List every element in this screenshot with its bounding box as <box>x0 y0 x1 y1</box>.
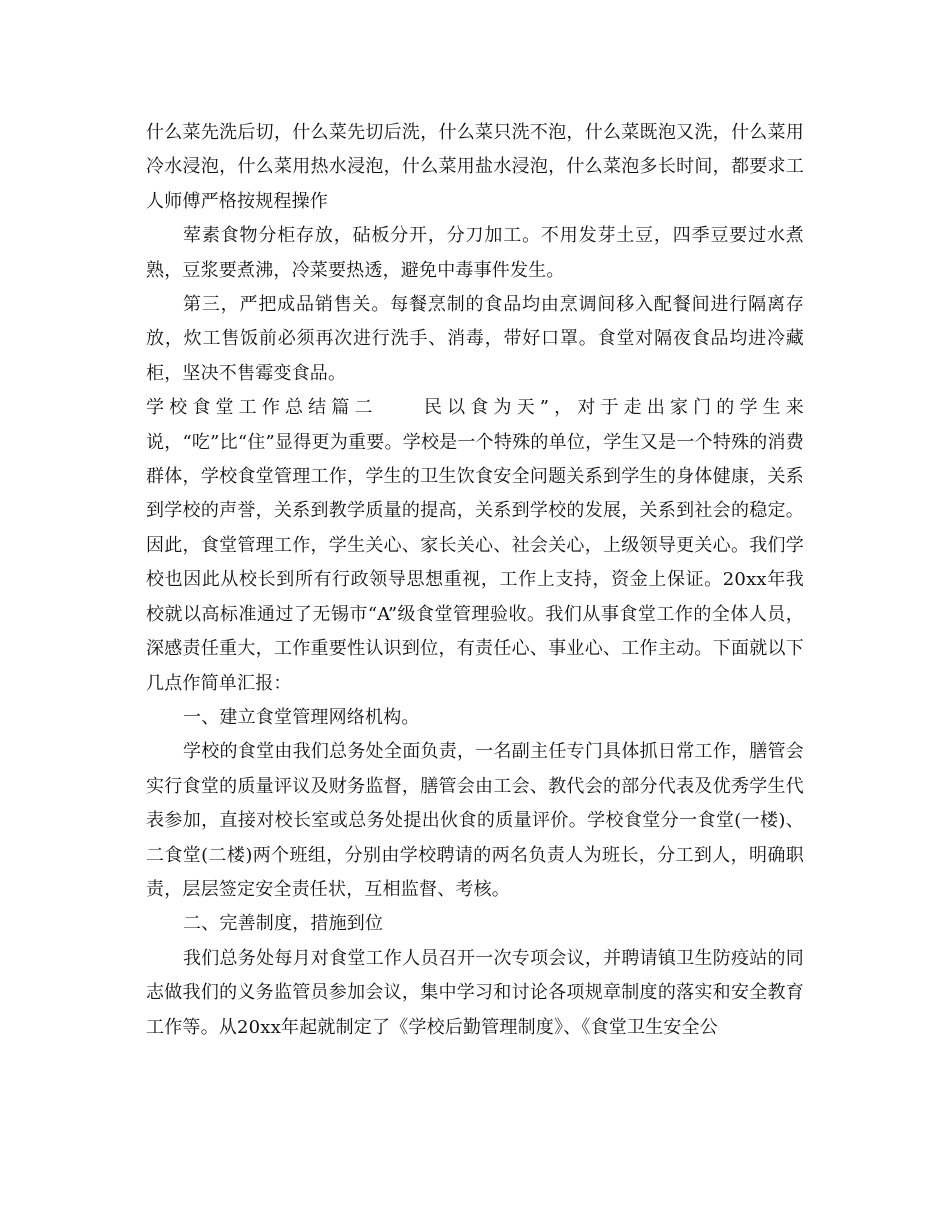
paragraph-vegetable-washing: 什么菜先洗后切，什么菜先切后洗，什么菜只洗不泡，什么菜既泡又洗，什么菜用冷水浸泡，什么菜用热水浸泡，什么菜用盐水浸泡，什么菜泡多长时间，都要求工人师傅严格按规程操作 <box>146 122 804 212</box>
section-heading-management-network: 一、建立食堂管理网络机构。 <box>183 706 420 728</box>
paragraph-management-network: 学校的食堂由我们总务处全面负责，一名副主任专门具体抓日常工作，膳管会实行食堂的质量评议及财务监督，膳管会由工会、教代会的部分代表及优秀学生代表参加，直接对校长室或总务处提出伙食的质量评价。学校食堂分一食堂(一楼)、二食堂(二楼)两个班组，分别由学校聘请的两名负责人为班长，分工到人，明确职责，层层签定安全责任状，互相监督、考核。 <box>146 741 804 900</box>
paragraph-rules-measures: 我们总务处每月对食堂工作人员召开一次专项会议，并聘请镇卫生防疫站的同志做我们的义务监管员参加会议，集中学习和讨论各项规章制度的落实和安全教育工作等。从20xx年起就制定了《学校后勤管理制度》、《食堂卫生安全公 <box>146 947 804 1038</box>
paragraph-sales-control: 第三，严把成品销售关。每餐烹制的食品均由烹调间移入配餐间进行隔离存放，炊工售饭前必须再次进行洗手、消毒，带好口罩。食堂对隔夜食品均进冷藏柜，坚决不售霉变食品。 <box>146 294 804 384</box>
document-body <box>146 116 804 1045</box>
paragraph-summary-part-two: 学校食堂工作总结篇二 民以食为天”，对于走出家门的学生来说，“吃”比“住”显得更为重要。学校是一个特殊的单位，学生又是一个特殊的消费群体，学校食堂管理工作，学生的卫生饮食安全问题关系到学生的身体健康，关系到学校的声誉，关系到教学质量的提高，关系到学校的发展，关系到社会的稳定。因此，食堂管理工作，学生关心、家长关心、社会关心，上级领导更关心。我们学校也因此从校长到所有行政领导思想重视，工作上支持，资金上保证。20xx年我校就以高标准通过了无锡市“A”级食堂管理验收。我们从事食堂工作的全体人员，深感责任重大，工作重要性认识到位，有责任心、事业心、工作主动。下面就以下几点作简单汇报： <box>146 397 804 694</box>
paragraph-food-storage: 荤素食物分柜存放，砧板分开，分刀加工。不用发芽土豆，四季豆要过水煮熟，豆浆要煮沸，冷菜要热透，避免中毒事件发生。 <box>146 225 804 281</box>
section-heading-rules-measures: 二、完善制度，措施到位 <box>183 913 384 935</box>
